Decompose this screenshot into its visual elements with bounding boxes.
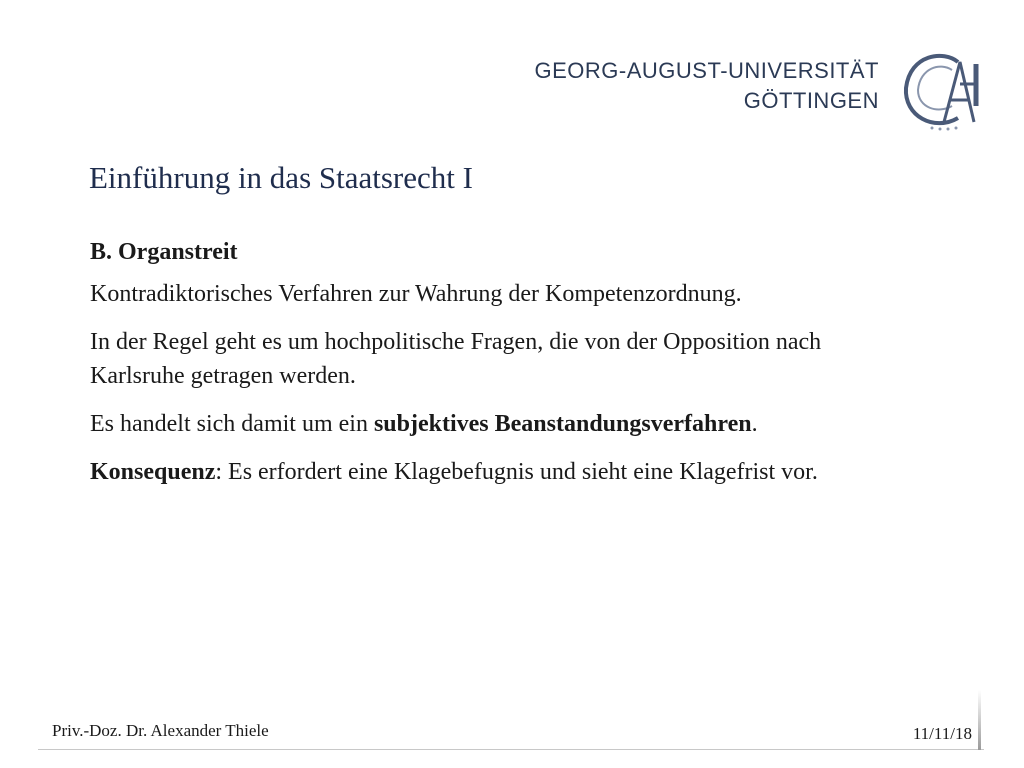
footer-author: Priv.-Doz. Dr. Alexander Thiele bbox=[52, 721, 269, 740]
university-name-line1: GEORG-AUGUST-UNIVERSITÄT bbox=[534, 58, 879, 83]
slide-content bbox=[90, 235, 890, 503]
corner-rule bbox=[978, 690, 981, 750]
university-seal-logo bbox=[896, 48, 992, 136]
university-name bbox=[535, 56, 879, 116]
paragraph-1: Kontradiktorisches Verfahren zur Wahrung der Kompetenzordnung. bbox=[90, 281, 742, 307]
section-heading: B. Organstreit bbox=[90, 239, 238, 265]
paragraph-3-emphasis: subjektives Beanstandungsverfahren bbox=[373, 411, 752, 437]
footer-divider bbox=[38, 749, 984, 750]
university-name-line2: GÖTTINGEN bbox=[743, 88, 879, 113]
paragraph-2: In der Regel geht es um hochpolitische Fragen, die von der Opposition nach Karlsruhe getragen werden. bbox=[90, 329, 822, 389]
slide-title: Einführung in das Staatsrecht I bbox=[89, 160, 473, 195]
paragraph-3 bbox=[90, 407, 890, 441]
paragraph-4 bbox=[90, 455, 890, 489]
paragraph-3-end: . bbox=[751, 411, 758, 437]
footer-date: 11/11/18 bbox=[912, 724, 972, 743]
paragraph-4-text: : Es erfordert eine Klagebefugnis und sieht eine Klagefrist vor. bbox=[215, 459, 818, 485]
paragraph-4-emphasis: Konsequenz bbox=[90, 459, 216, 485]
paragraph-3-text: Es handelt sich damit um ein bbox=[90, 411, 374, 437]
